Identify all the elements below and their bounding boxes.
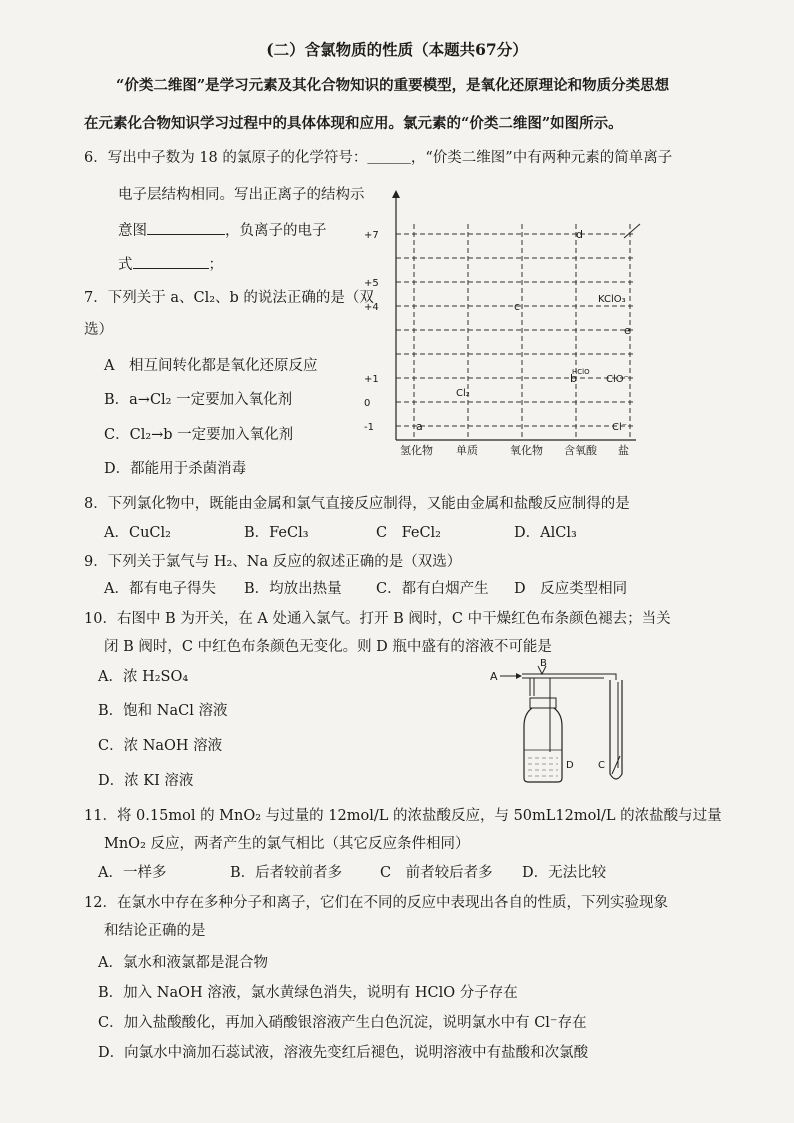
q8-stem: 8．下列氯化物中，既能由金属和氯气直接反应制得，又能由金属和盐酸反应制得的是	[84, 496, 630, 512]
q8-option-a: A．CuCl₂	[104, 525, 171, 541]
point-label: HClO	[572, 368, 590, 376]
label-a: A	[490, 670, 498, 683]
outlet-tube	[604, 674, 616, 680]
q11-stem-2: MnO₂ 反应，两者产生的氯气相比（其它反应条件相同）	[104, 836, 470, 852]
q6-line-4b: ；	[208, 257, 223, 273]
liquid	[528, 758, 558, 776]
bottle-stopper	[530, 698, 556, 708]
point-label: e	[624, 324, 631, 337]
label-b: B	[540, 658, 547, 669]
q12-option-c: C．加入盐酸酸化，再加入硝酸银溶液产生白色沉淀，说明氯水中有 Cl⁻存在	[98, 1015, 587, 1031]
q10-option-d: D．浓 KI 溶液	[98, 773, 194, 789]
q10-option-b: B．饱和 NaCl 溶液	[98, 703, 228, 719]
inlet-arrowhead	[516, 673, 522, 679]
answer-blank	[133, 254, 209, 269]
q9-option-b: B．均放出热量	[244, 581, 342, 597]
y-ticks	[364, 230, 379, 433]
grid	[396, 224, 636, 440]
bottle-tube-in	[530, 678, 534, 696]
q11-option-c: C 前者较后者多	[380, 865, 493, 881]
q7-option-a: A 相互间转化都是氧化还原反应	[104, 358, 318, 374]
q7-stem-2: 选）	[84, 322, 113, 338]
q10-stem-1: 10．右图中 B 为开关，在 A 处通入氯气。打开 B 阀时，C 中干燥红色布条颜色褪去；当关	[84, 611, 671, 627]
section-title: (二）含氯物质的性质（本题共67分）	[266, 40, 528, 59]
q12-option-b: B．加入 NaOH 溶液，氯水黄绿色消失，说明有 HClO 分子存在	[98, 985, 518, 1001]
y-tick-label: -1	[364, 422, 374, 433]
x-axis-label: 含氧酸	[564, 444, 597, 457]
answer-blank	[147, 220, 225, 235]
q6-line-3a: 意图	[118, 223, 147, 239]
point-label: Cl⁻	[612, 422, 628, 433]
intro-line-2: 在元素化合物知识学习过程中的具体体现和应用。氯元素的“价类二维图”如图所示。	[84, 115, 623, 132]
q6-line-3b: ，负离子的电子	[225, 223, 327, 239]
valence-class-diagram	[360, 188, 656, 460]
bottle-d	[524, 708, 562, 782]
q6-line-4	[118, 254, 223, 275]
q7-stem-1: 7．下列关于 a、Cl₂、b 的说法正确的是（双	[84, 290, 374, 306]
q12-stem-2: 和结论正确的是	[104, 923, 206, 939]
x-axis-arrow	[624, 224, 640, 238]
q12-option-d: D．向氯水中滴加石蕊试液，溶液先变红后褪色，说明溶液中有盐酸和次氯酸	[98, 1045, 589, 1061]
q8-option-d: D．AlCl₃	[514, 525, 577, 541]
q9-option-c: C．都有白烟产生	[376, 581, 489, 597]
point-label: b	[570, 372, 577, 385]
q7-option-c: C．Cl₂→b 一定要加入氧化剂	[104, 427, 294, 443]
inlet-tube	[522, 674, 604, 678]
y-tick-label: +1	[364, 374, 379, 385]
q11-option-a: A．一样多	[98, 865, 167, 881]
label-d: D	[566, 760, 574, 771]
cloth-strip	[612, 756, 620, 774]
point-label: KClO₃	[598, 294, 626, 305]
q6-line-3	[118, 220, 327, 241]
q9-option-d: D 反应类型相同	[514, 581, 628, 597]
y-tick-label: +7	[364, 230, 379, 241]
label-c: C	[598, 760, 605, 771]
intro-line-1: “价类二维图”是学习元素及其化合物知识的重要模型，是氧化还原理论和物质分类思想	[116, 77, 670, 94]
x-labels	[400, 443, 629, 457]
q10-stem-2: 闭 B 阀时，C 中红色布条颜色无变化。则 D 瓶中盛有的溶液不可能是	[104, 639, 552, 655]
x-axis-label: 氧化物	[510, 444, 543, 457]
q12-option-a: A．氯水和液氯都是混合物	[98, 955, 268, 971]
point-label: a	[416, 420, 423, 433]
q7-option-d: D．都能用于杀菌消毒	[104, 461, 247, 477]
point-label: Cl₂	[456, 388, 470, 399]
x-axis-label: 盐	[618, 444, 629, 457]
point-label: d	[576, 228, 583, 241]
q6-line-1: 6．写出中子数为 18 的氯原子的化学符号：＿＿＿，“价类二维图”中有两种元素的简单离子	[84, 150, 673, 166]
q8-option-c: C FeCl₂	[376, 525, 441, 541]
q11-stem-1: 11．将 0.15mol 的 MnO₂ 与过量的 12mol/L 的浓盐酸反应，与 50mL12mol/L 的浓盐酸与过量	[84, 808, 722, 824]
q9-stem: 9．下列关于氯气与 H₂、Na 反应的叙述正确的是（双选）	[84, 554, 462, 570]
q10-option-c: C．浓 NaOH 溶液	[98, 738, 223, 754]
q11-option-d: D．无法比较	[522, 865, 607, 881]
point-label: ClO⁻	[606, 374, 629, 385]
y-axis-arrow	[392, 190, 400, 198]
x-axis-label: 单质	[456, 444, 478, 457]
q8-option-b: B．FeCl₃	[244, 525, 309, 541]
q6-line-2: 电子层结构相同。写出正离子的结构示	[118, 187, 365, 203]
q9-option-a: A．都有电子得失	[104, 581, 216, 597]
q12-stem-1: 12．在氯水中存在多种分子和离子，它们在不同的反应中表现出各自的性质，下列实验现象	[84, 895, 668, 911]
apparatus-diagram	[484, 656, 660, 788]
q6-line-4a: 式	[118, 257, 133, 273]
point-label: c	[514, 300, 521, 313]
y-tick-label: +4	[364, 302, 379, 313]
x-axis-label: 氢化物	[400, 444, 433, 457]
q10-option-a: A．浓 H₂SO₄	[98, 669, 189, 685]
q7-option-b: B．a→Cl₂ 一定要加入氧化剂	[104, 392, 293, 408]
y-tick-label: 0	[364, 398, 371, 409]
y-tick-label: +5	[364, 278, 379, 289]
q11-option-b: B．后者较前者多	[230, 865, 343, 881]
